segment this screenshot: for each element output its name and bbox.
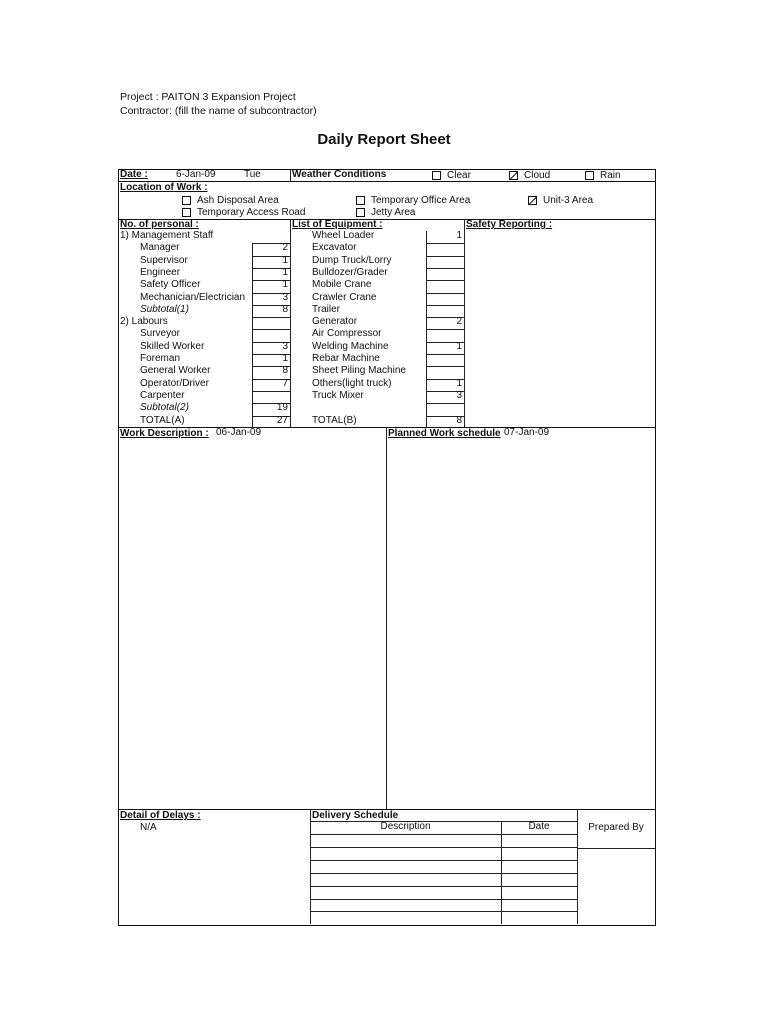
prepared-by-label: Prepared By [588, 822, 644, 833]
location-temp-office[interactable]: Temporary Office Area [356, 195, 470, 207]
equipment-row-name: Crawler Crane [312, 292, 377, 303]
personnel-row-name: Supervisor [140, 255, 188, 266]
equipment-row-name: Bulldozer/Grader [312, 267, 388, 278]
weather-rain[interactable]: Rain [585, 170, 621, 182]
planned-work-date[interactable]: 07-Jan-09 [504, 427, 550, 438]
planned-work-label: Planned Work schedule [388, 428, 501, 439]
personnel-row-count[interactable]: 3 [282, 341, 288, 352]
contractor-line: Contractor: (fill the name of subcontractor) [120, 105, 317, 117]
personnel-row-name: Surveyor [140, 328, 181, 339]
checkbox-checked-icon[interactable] [509, 171, 518, 180]
delivery-row[interactable] [310, 911, 577, 912]
equipment-row-count[interactable]: 1 [456, 341, 462, 352]
delivery-col-date: Date [528, 821, 550, 832]
personnel-row-name: Carpenter [140, 390, 185, 401]
checkbox-icon[interactable] [356, 208, 365, 217]
delivery-row[interactable] [310, 899, 577, 900]
personnel-row-name: General Worker [140, 365, 211, 376]
personnel-label: No. of personal : [120, 219, 199, 230]
location-temp-road[interactable]: Temporary Access Road [182, 207, 305, 219]
checkbox-icon[interactable] [182, 208, 191, 217]
checkbox-checked-icon[interactable] [528, 196, 537, 205]
delivery-row[interactable] [310, 834, 577, 835]
delays-label: Detail of Delays : [120, 810, 201, 821]
equipment-row-count[interactable]: 1 [456, 378, 462, 389]
equipment-row-name: Sheet Piling Machine [312, 365, 406, 376]
equipment-row-count[interactable]: 3 [456, 390, 462, 401]
delivery-label: Delivery Schedule [312, 810, 399, 821]
personnel-row-name: Skilled Worker [140, 341, 205, 352]
delivery-row[interactable] [310, 873, 577, 874]
equipment-row-name: Mobile Crane [312, 279, 372, 290]
project-line: Project : PAITON 3 Expansion Project [120, 91, 296, 103]
checkbox-icon[interactable] [432, 171, 441, 180]
delivery-row[interactable] [310, 860, 577, 861]
personnel-row-count[interactable]: 2 [282, 242, 288, 253]
equipment-row-count[interactable]: 2 [456, 316, 462, 327]
personnel-row-count[interactable]: 1 [282, 255, 288, 266]
safety-label: Safety Reporting : [466, 219, 553, 230]
work-description-date[interactable]: 06-Jan-09 [216, 427, 262, 438]
personnel-row-count[interactable]: 3 [282, 292, 288, 303]
personnel-row-name: Mechanician/Electrician [140, 292, 246, 303]
delays-value[interactable]: N/A [140, 822, 157, 833]
equipment-row-name: Truck Mixer [312, 390, 364, 401]
personnel-row-count[interactable]: 7 [282, 378, 288, 389]
equipment-row-count[interactable]: 1 [456, 230, 462, 241]
personnel-row-count[interactable]: 1 [282, 353, 288, 364]
weather-label: Weather Conditions [292, 169, 387, 180]
location-unit3[interactable]: Unit-3 Area [528, 195, 593, 207]
page-title: Daily Report Sheet [317, 131, 451, 148]
equipment-row-name: Dump Truck/Lorry [312, 255, 392, 266]
equipment-row-name: Wheel Loader [312, 230, 375, 241]
delivery-col-description: Description [380, 821, 431, 832]
equipment-row-name: TOTAL(B) [312, 415, 357, 426]
location-ash[interactable]: Ash Disposal Area [182, 195, 279, 207]
location-jetty[interactable]: Jetty Area [356, 207, 415, 219]
personnel-row-count[interactable]: 27 [276, 415, 288, 426]
planned-work-area[interactable] [388, 442, 652, 806]
checkbox-icon[interactable] [356, 196, 365, 205]
personnel-row-count[interactable]: 8 [282, 304, 288, 315]
weather-cloud[interactable]: Cloud [509, 170, 550, 182]
equipment-row-name: Others(light truck) [312, 378, 392, 389]
equipment-row-name: Welding Machine [312, 341, 389, 352]
work-description-area[interactable] [120, 442, 384, 806]
personnel-row-name: Foreman [140, 353, 181, 364]
personnel-row-count[interactable]: 1 [282, 267, 288, 278]
personnel-row-name: 2) Labours [120, 316, 168, 327]
personnel-row-count[interactable]: 1 [282, 279, 288, 290]
personnel-row-name: Operator/Driver [140, 378, 209, 389]
weather-clear[interactable]: Clear [432, 170, 471, 182]
work-description-label: Work Description : [120, 428, 209, 439]
day-value[interactable]: Tue [244, 169, 261, 180]
equipment-row-name: Excavator [312, 242, 357, 253]
equipment-row-name: Trailer [312, 304, 340, 315]
personnel-row-count[interactable]: 8 [282, 365, 288, 376]
delivery-row[interactable] [310, 886, 577, 887]
personnel-row-name: Manager [140, 242, 180, 253]
checkbox-icon[interactable] [585, 171, 594, 180]
personnel-row-count[interactable]: 19 [276, 402, 288, 413]
equipment-row-name: Generator [312, 316, 358, 327]
equipment-label: List of Equipment : [292, 219, 383, 230]
personnel-row-name: TOTAL(A) [140, 415, 185, 426]
personnel-row-name: Engineer [140, 267, 181, 278]
personnel-row-name: Subtotal(1) [140, 304, 189, 315]
personnel-row-name: 1) Management Staff [120, 230, 214, 241]
delivery-row[interactable] [310, 847, 577, 848]
equipment-row-name: Rebar Machine [312, 353, 380, 364]
checkbox-icon[interactable] [182, 196, 191, 205]
personnel-row-name: Safety Officer [140, 279, 201, 290]
equipment-row-count[interactable]: 8 [456, 415, 462, 426]
personnel-row-name: Subtotal(2) [140, 402, 189, 413]
date-value[interactable]: 6-Jan-09 [176, 169, 216, 180]
location-label: Location of Work : [120, 182, 208, 193]
equipment-row-name: Air Compressor [312, 328, 382, 339]
date-label: Date : [120, 169, 148, 180]
